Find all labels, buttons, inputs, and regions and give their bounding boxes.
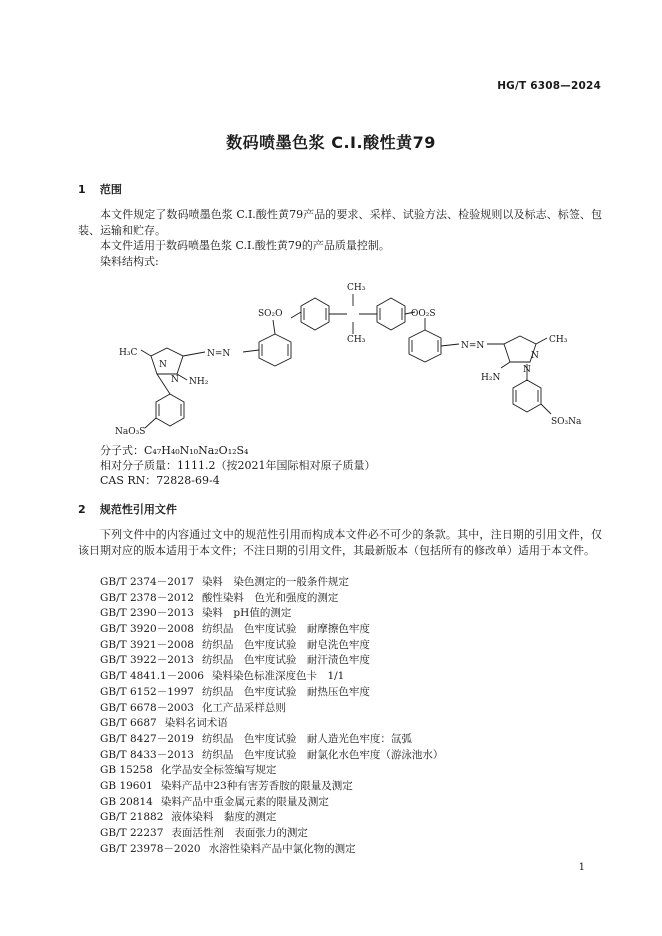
dye-structure-diagram: [115, 276, 595, 446]
reference-title: 纺织品 色牢度试验 耐人造光色牢度：氙弧: [201, 732, 412, 745]
page-number: 1: [578, 862, 585, 873]
reference-title: 染料染色标准深度色卡 1/1: [211, 670, 345, 683]
right-sulfonyl-ester-label: OO₂S: [411, 309, 436, 319]
reference-title: 纺织品 色牢度试验 耐汗渍色牢度: [201, 654, 370, 667]
molecular-formula: 分子式：C₄₇H₄₀N₁₀Na₂O₁₂S₄: [100, 444, 249, 457]
reference-code: GB/T 8433－2013: [100, 748, 194, 761]
reference-title: 纺织品 色牢度试验 耐皂洗色牢度: [201, 638, 370, 651]
bisphenol-benzene-left: [301, 298, 329, 330]
right-middle-benzene: [409, 330, 441, 362]
left-bottom-benzene: [156, 394, 184, 426]
reference-item: [100, 748, 443, 764]
scope-paragraph-1: 本文件规定了数码喷墨色浆 C.I.酸性黄79产品的要求、采样、试验方法、检验规则以及标志、标签、包装、运输和贮存。: [78, 208, 602, 237]
reference-item: [100, 575, 443, 591]
right-azo-label: N=N: [461, 341, 485, 351]
reference-title: 染料名词术语: [164, 717, 228, 730]
reference-code: GB/T 4841.1－2006: [100, 670, 204, 683]
reference-item: [100, 701, 443, 717]
reference-code: GB/T 2378－2012: [100, 591, 194, 604]
reference-title: 酸性染料 色光和强度的测定: [201, 591, 339, 604]
reference-item: [100, 606, 443, 622]
reference-title: 染料产品中重金属元素的限量及测定: [160, 795, 329, 808]
molecular-mass: 相对分子质量：1111.2（按2021年国际相对原子质量）: [100, 459, 376, 472]
reference-code: GB/T 2374－2017: [100, 576, 194, 588]
reference-item: [100, 810, 443, 826]
left-sulfonate-label: NaO₃S: [115, 427, 146, 437]
reference-item: [100, 653, 443, 669]
reference-code: GB/T 21882: [100, 811, 164, 824]
reference-title: 染料产品中23种有害芳香胺的限量及测定: [160, 779, 353, 792]
right-bottom-benzene: [513, 380, 541, 412]
reference-title: 纺织品 色牢度试验 耐摩擦色牢度: [201, 623, 370, 636]
section-1-title: 范围: [99, 183, 122, 196]
section-2-number: 2: [78, 503, 86, 516]
cas-number: CAS RN：72828-69-4: [100, 474, 220, 487]
reference-code: GB/T 3922－2013: [100, 654, 194, 667]
reference-item: [100, 669, 443, 685]
reference-code: GB 19601: [100, 779, 153, 792]
right-pyrazole-n2-label: N: [523, 365, 531, 375]
bottom-methyl-label: CH₃: [347, 335, 366, 345]
structure-bonds: [141, 294, 551, 428]
left-middle-benzene: [259, 334, 291, 366]
reference-code: GB/T 6687: [100, 717, 157, 730]
reference-code: GB/T 6152－1997: [100, 685, 194, 698]
right-sulfonate-label: SO₃Na: [551, 417, 582, 427]
left-sulfonyl-ester-label: SO₂O: [258, 309, 283, 319]
reference-code: GB/T 22237: [100, 827, 164, 839]
section-1-number: 1: [78, 183, 86, 196]
reference-item: [100, 591, 443, 607]
reference-code: GB/T 2390－2013: [100, 607, 194, 620]
reference-item: [100, 685, 443, 701]
document-title: 数码喷墨色浆 C.I.酸性黄79: [226, 133, 436, 152]
reference-item: [100, 779, 443, 795]
right-amino-label: H₂N: [481, 373, 501, 383]
reference-code: GB/T 23978－2020: [100, 842, 201, 855]
reference-item: [100, 826, 443, 842]
section-1-heading: [78, 181, 122, 197]
reference-title: 染料 染色测定的一般条件规定: [201, 576, 349, 588]
section-2-heading: [78, 501, 177, 517]
section-2-title: 规范性引用文件: [99, 503, 177, 516]
reference-item: [100, 842, 443, 858]
right-pyrazole-n1-label: N: [531, 351, 539, 361]
reference-title: 纺织品 色牢度试验 耐热压色牢度: [201, 685, 370, 698]
left-methyl-label: H₃C: [119, 348, 138, 358]
reference-item: [100, 795, 443, 811]
reference-code: GB/T 6678－2003: [100, 701, 194, 714]
reference-item: [100, 763, 443, 779]
reference-code: GB/T 3921－2008: [100, 638, 194, 651]
reference-code: GB 20814: [100, 795, 153, 808]
left-pyrazole-n2-label: N: [171, 375, 179, 385]
reference-item: [100, 638, 443, 654]
left-pyrazole-ring: [151, 348, 183, 374]
bisphenol-benzene-right: [377, 298, 405, 330]
reference-title: 纺织品 色牢度试验 耐氯化水色牢度（游泳池水）: [201, 748, 444, 761]
reference-code: GB/T 8427－2019: [100, 732, 194, 745]
left-azo-label: N=N: [207, 349, 231, 359]
right-methyl-label: CH₃: [549, 335, 568, 345]
left-amino-label: NH₂: [189, 377, 209, 387]
reference-title: 化学品安全标签编写规定: [160, 764, 277, 777]
left-pyrazole-n1-label: N: [159, 360, 167, 370]
reference-title: 水溶性染料产品中氯化物的测定: [208, 842, 356, 855]
scope-paragraph-2: 本文件适用于数码喷墨色浆 C.I.酸性黄79的产品质量控制。: [100, 239, 390, 252]
reference-item: [100, 732, 443, 748]
top-methyl-label: CH₃: [347, 283, 366, 293]
reference-code: GB/T 3920－2008: [100, 623, 194, 636]
reference-title: 液体染料 黏度的测定: [171, 811, 277, 824]
reference-list: [100, 575, 443, 857]
reference-item: [100, 716, 443, 732]
standard-code: HG/T 6308—2024: [497, 80, 601, 92]
structure-label: 染料结构式:: [100, 255, 159, 268]
reference-title: 染料 pH值的测定: [201, 607, 292, 620]
references-intro: 下列文件中的内容通过文中的规范性引用而构成本文件必不可少的条款。其中，注日期的引用文件，仅该日期对应的版本适用于本文件；不注日期的引用文件，其最新版本（包括所有的修改单）适用于本文件。: [78, 528, 602, 557]
reference-title: 化工产品采样总则: [201, 701, 286, 714]
reference-title: 表面活性剂 表面张力的测定: [171, 827, 308, 839]
reference-item: [100, 622, 443, 638]
reference-code: GB 15258: [100, 764, 153, 777]
